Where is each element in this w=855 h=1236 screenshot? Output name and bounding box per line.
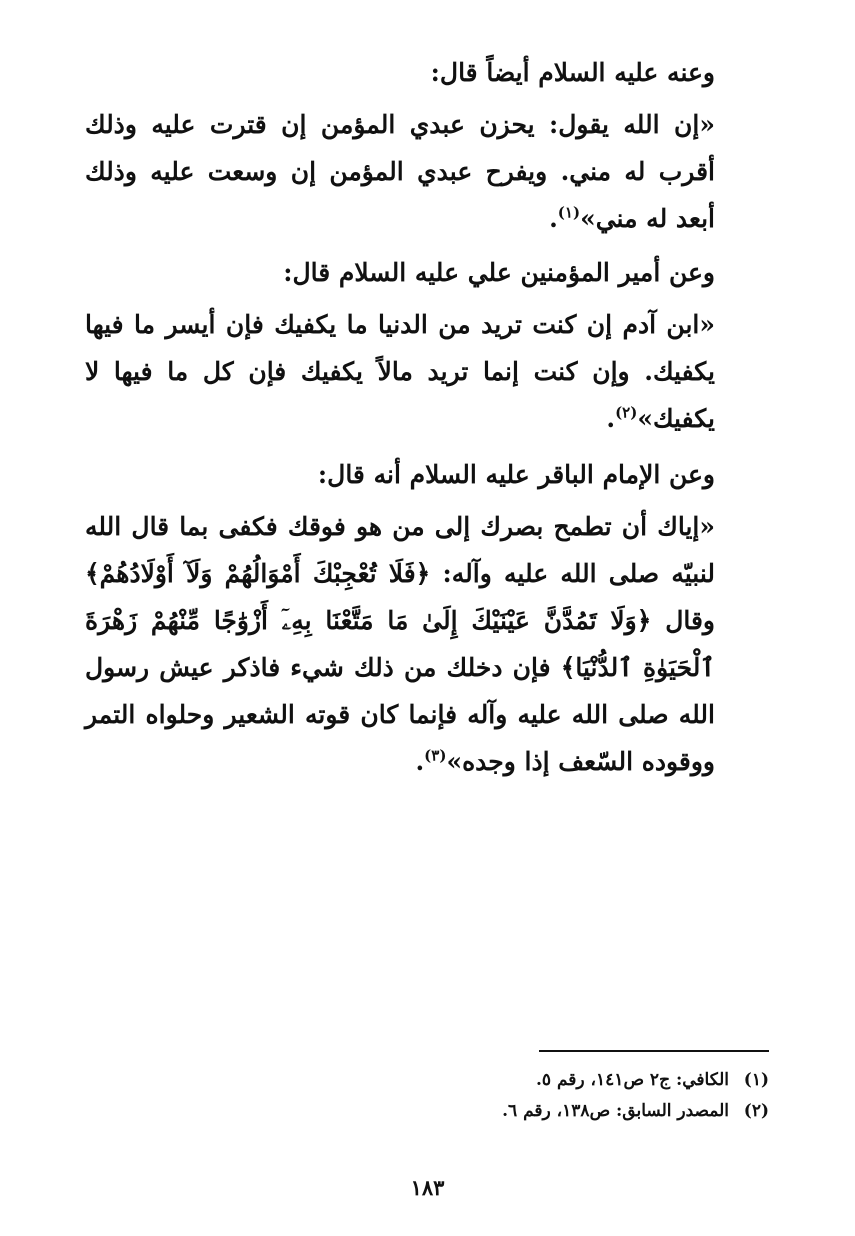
section-3-end: . [415, 747, 425, 776]
section-2-intro: وعن أمير المؤمنين علي عليه السلام قال: [283, 258, 715, 287]
section-2-quote [85, 301, 715, 442]
footnote-2-number: (٢) [743, 1101, 769, 1121]
section-1-end: . [549, 204, 558, 233]
footnote-2-text: المصدر السابق: ص١٣٨، رقم ٦. [502, 1101, 729, 1121]
section-1-intro: وعنه عليه السلام أيضاً قال: [430, 58, 715, 87]
footnote-2 [369, 1099, 769, 1123]
footnote-1-number: (١) [743, 1070, 769, 1090]
footnote-ref-2[interactable]: (٢) [615, 403, 638, 422]
footnote-ref-1[interactable]: (١) [557, 203, 581, 222]
section-1-quote-text: «إن الله يقول: يحزن عبدي المؤمن إن قترت عليه وذلك أقرب له مني. ويفرح عبدي المؤمن إن وسعت عليه وذلك أبعد له مني» [85, 110, 715, 233]
footnote-ref-3[interactable]: (٣) [424, 746, 447, 765]
page-number: ١٨٣ [410, 1175, 445, 1200]
footnote-divider [539, 1050, 769, 1052]
section-3-intro: وعن الإمام الباقر عليه السلام أنه قال: [317, 460, 715, 489]
section-2-quote-text: «ابن آدم إن كنت تريد من الدنيا ما يكفيك فإن أيسر ما فيها يكفيك. وإن كنت إنما تريد مالاً يكفيك فإن كل ما فيها لا يكفيك» [85, 310, 715, 433]
footnote-1-text: الكافي: ج٢ ص١٤١، رقم ٥. [535, 1070, 729, 1090]
section-2-end: . [606, 404, 616, 433]
footnote-1 [369, 1068, 769, 1092]
section-3-quote [85, 503, 715, 785]
section-3-quote-text: «إياك أن تطمح بصرك إلى من هو فوقك فكفى بما قال الله لنبيّه صلى الله عليه وآله: ﴿فَلَا تُعْجِبْكَ أَمْوَالُهُمْ وَلَآ أَوْلَادُهُمْ﴾ وقال ﴿وَلَا تَمُدَّنَّ عَيْنَيْكَ إِلَىٰ مَا مَتَّعْنَا بِهِۦٓ أَزْوَٰجًا مِّنْهُمْ زَهْرَةَ ٱلْحَيَوٰةِ ٱلدُّنْيَا﴾ فإن دخلك من ذلك شيء فاذكر عيش رسول الله صلى الله عليه وآله فإنما كان قوته الشعير وحلواه التمر ووقوده السّعف إذا وجده» [85, 512, 715, 776]
section-1-quote [85, 101, 715, 242]
